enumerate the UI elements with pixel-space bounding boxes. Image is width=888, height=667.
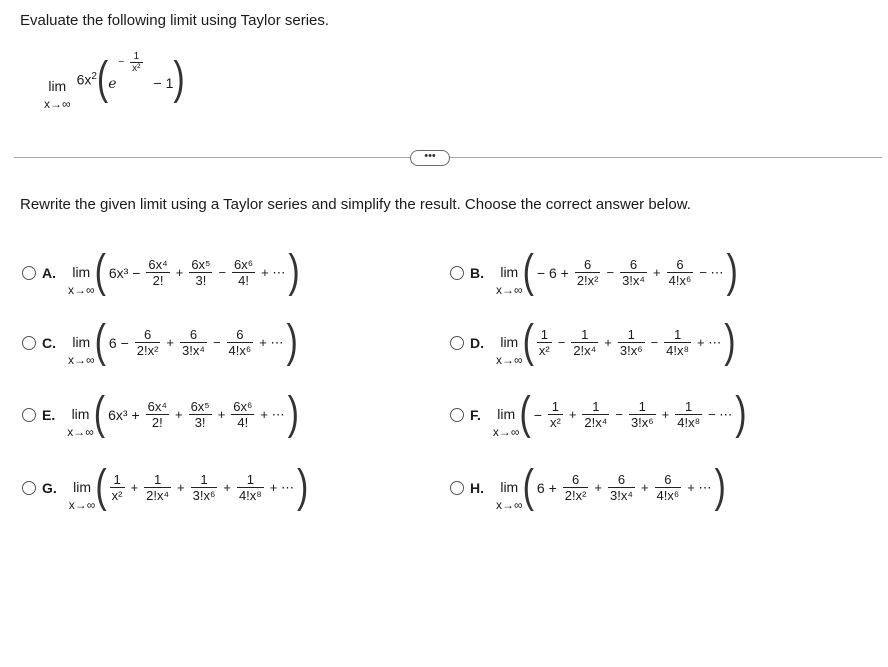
operator: + — [661, 407, 670, 422]
operator: + — [174, 407, 183, 422]
answer-option-g[interactable] — [22, 463, 308, 512]
series-term: $\frac{6}{\text{3!x⁴}}$ — [610, 472, 633, 503]
limit-symbol: lim x→∞ — [492, 406, 520, 439]
operator: + ⋯ — [261, 264, 286, 280]
operator: − ⋯ — [708, 406, 733, 422]
series-term: $\frac{1}{\text{x²}}$ — [111, 472, 123, 503]
series-term: $\frac{\text{6x⁵}}{3!}$ — [190, 399, 210, 430]
limit-symbol: lim x→∞ — [67, 406, 94, 439]
option-label: D. — [470, 334, 484, 351]
minus-one: − 1 — [153, 74, 174, 91]
series-term: $\frac{6}{\text{4!x⁶}}$ — [228, 327, 252, 358]
answer-option-f[interactable] — [450, 390, 747, 439]
right-paren: ) — [173, 53, 185, 105]
operator: + ⋯ — [269, 479, 294, 495]
series-term: $\frac{\text{6x⁶}}{4!}$ — [234, 257, 254, 288]
left-paren: ( — [519, 388, 531, 440]
leading-term: 6 − — [108, 334, 129, 351]
operator: + — [130, 480, 139, 495]
series-term: $\frac{6}{\text{4!x⁶}}$ — [668, 257, 692, 288]
radio-button[interactable] — [450, 266, 464, 280]
leading-term: − — [533, 406, 542, 423]
limit-symbol: lim x→∞ — [496, 479, 523, 512]
given-limit — [44, 48, 185, 111]
prompt-text: Rewrite the given limit using a Taylor series and simplify the result. Choose the correct answer below. — [20, 196, 691, 213]
option-label: A. — [42, 264, 56, 281]
operator: − — [615, 407, 623, 422]
option-label: G. — [42, 479, 57, 496]
series-term: $\frac{6}{\text{3!x⁴}}$ — [622, 257, 646, 288]
series-term: $\frac{6}{\text{4!x⁶}}$ — [656, 472, 680, 503]
right-paren: ) — [287, 388, 299, 440]
limit-symbol: lim x→∞ — [496, 264, 523, 297]
leading-term: 6 + — [536, 479, 557, 496]
answer-option-b[interactable] — [450, 248, 738, 297]
answer-option-d[interactable] — [450, 318, 736, 367]
left-paren: ( — [522, 246, 534, 298]
given-lim: lim x→∞ — [44, 78, 71, 111]
series-term: $\frac{\text{6x⁵}}{3!}$ — [191, 257, 211, 288]
series-term: $\frac{1}{\text{x²}}$ — [549, 399, 561, 430]
option-label: C. — [42, 334, 56, 351]
series-term: $\frac{1}{\text{4!x⁸}}$ — [666, 327, 689, 358]
operator: − — [218, 265, 227, 280]
operator: + — [640, 480, 649, 495]
series-term: $\frac{1}{\text{2!x⁴}}$ — [573, 327, 597, 358]
limit-symbol: lim x→∞ — [68, 264, 95, 297]
operator: − ⋯ — [699, 264, 724, 280]
series-term: $\frac{1}{\text{x²}}$ — [538, 327, 550, 358]
right-paren: ) — [735, 388, 747, 440]
leading-term: 6x³ + — [108, 406, 140, 423]
leading-term: − 6 + — [536, 264, 569, 281]
radio-button[interactable] — [22, 266, 36, 280]
series-term: $\frac{6}{\text{3!x⁴}}$ — [182, 327, 205, 358]
left-paren: ( — [522, 461, 534, 513]
left-paren: ( — [93, 388, 106, 440]
operator: + — [223, 480, 231, 495]
series-term: $\frac{1}{\text{4!x⁸}}$ — [677, 399, 701, 430]
radio-button[interactable] — [450, 336, 464, 350]
series-term: $\frac{1}{\text{3!x⁶}}$ — [192, 472, 216, 503]
answer-option-c[interactable] — [22, 318, 298, 367]
operator: + ⋯ — [696, 334, 722, 350]
series-term: $\frac{1}{\text{4!x⁸}}$ — [238, 472, 262, 503]
operator: + — [166, 335, 175, 350]
euler-e: e — [108, 75, 117, 92]
right-paren: ) — [288, 246, 300, 298]
left-paren: ( — [522, 316, 534, 368]
option-label: B. — [470, 264, 484, 281]
operator: + ⋯ — [687, 479, 712, 495]
answer-option-e[interactable] — [22, 390, 299, 439]
operator: − — [650, 335, 659, 350]
right-paren: ) — [296, 461, 309, 513]
series-term: $\frac{1}{\text{2!x⁴}}$ — [584, 399, 608, 430]
operator: + — [594, 480, 603, 495]
right-paren: ) — [724, 316, 736, 368]
operator: − — [557, 335, 566, 350]
limit-symbol: lim x→∞ — [68, 334, 95, 367]
show-more-button[interactable]: ••• — [410, 150, 450, 166]
right-paren: ) — [714, 461, 726, 513]
operator: + — [568, 407, 577, 422]
operator: − — [606, 265, 615, 280]
series-term: $\frac{1}{\text{2!x⁴}}$ — [146, 472, 170, 503]
left-paren: ( — [94, 246, 106, 298]
operator: + — [177, 480, 185, 495]
series-term: $\frac{1}{\text{3!x⁶}}$ — [630, 399, 654, 430]
radio-button[interactable] — [22, 336, 36, 350]
option-label: E. — [42, 406, 56, 423]
question-text: Evaluate the following limit using Taylor series. — [20, 12, 330, 29]
series-term: $\frac{\text{6x⁶}}{4!}$ — [233, 399, 253, 430]
exponent: − $\frac{1}{\text{x²}}$ — [118, 51, 141, 74]
limit-symbol: lim x→∞ — [68, 479, 96, 512]
answer-option-h[interactable] — [450, 463, 726, 512]
series-term: $\frac{6}{\text{2!x²}}$ — [576, 257, 599, 288]
operator: − — [212, 335, 221, 350]
operator: + — [217, 407, 226, 422]
right-paren: ) — [726, 246, 738, 298]
operator: + ⋯ — [259, 334, 284, 350]
radio-button[interactable] — [450, 481, 464, 495]
series-term: $\frac{6}{\text{2!x²}}$ — [564, 472, 587, 503]
radio-button[interactable] — [22, 481, 36, 495]
operator: + ⋯ — [260, 406, 285, 422]
operator: + — [653, 265, 661, 280]
option-label: F. — [470, 406, 481, 423]
radio-button[interactable] — [450, 408, 464, 422]
series-term: $\frac{1}{\text{3!x⁶}}$ — [619, 327, 643, 358]
series-term: $\frac{6}{\text{2!x²}}$ — [136, 327, 159, 358]
left-paren: ( — [96, 53, 109, 105]
leading-term: 6x³ − — [108, 264, 141, 281]
right-paren: ) — [286, 316, 298, 368]
radio-button[interactable] — [22, 408, 36, 422]
operator: + — [175, 265, 184, 280]
limit-symbol: lim x→∞ — [496, 334, 523, 367]
series-term: $\frac{\text{6x⁴}}{2!}$ — [148, 257, 168, 288]
series-term: $\frac{\text{6x⁴}}{2!}$ — [147, 399, 167, 430]
given-coef: $6x^2$ — [76, 71, 97, 88]
answer-option-a[interactable] — [22, 248, 300, 297]
left-paren: ( — [94, 316, 106, 368]
option-label: H. — [470, 479, 484, 496]
left-paren: ( — [95, 461, 107, 513]
operator: + — [604, 335, 612, 350]
